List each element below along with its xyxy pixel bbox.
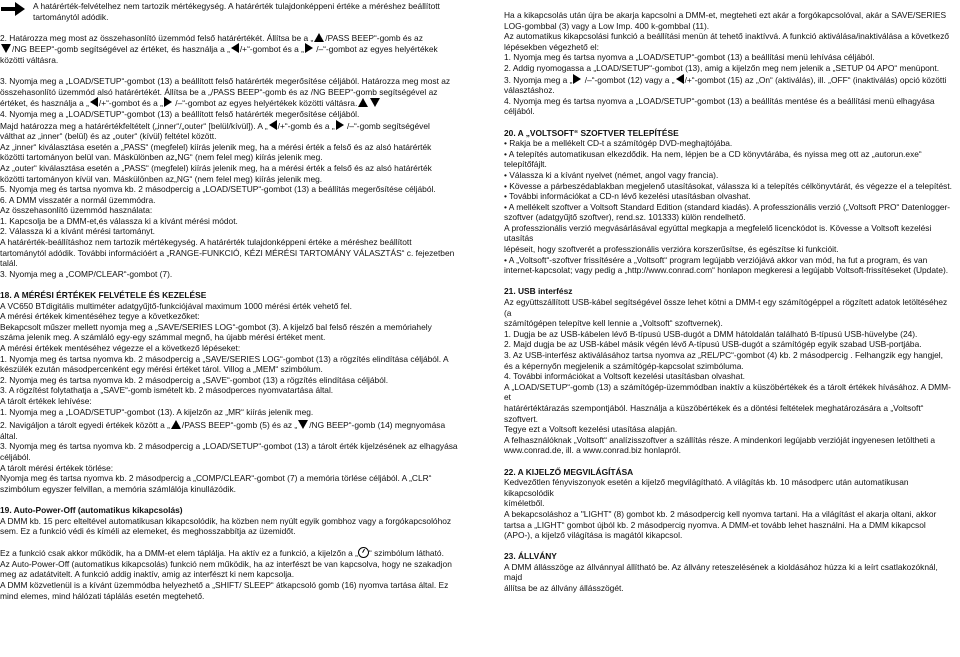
- section-heading: 18. A MÉRÉSI ÉRTÉKEK FELVÉTELE ÉS KEZELÉSE: [0, 290, 207, 301]
- text-line: közötti váltásra.: [0, 54, 59, 65]
- text-line: 4. Nyomja meg a „LOAD/SETUP“-gombot (13) a beállított felső határérték megerősítése céljából.: [0, 108, 360, 119]
- arrow-left-icon: [90, 97, 98, 107]
- text-line: telepítőfájlt.: [504, 159, 547, 170]
- text-line: 3. Az USB-interfész aktiválásához tartsa nyomva az „REL/PC“-gombot (4) kb. 2 másodpercig . Felhangzik egy hangjel,: [504, 350, 943, 360]
- text-line: A professzionális verzió megvásárlásával egyúttal megkapja a megfelelő licenckódot is. Kövesse a Voltsoft kezelési utasítás: [504, 222, 932, 244]
- text-line: 3. A rögzítést folytathatja a „SAVE“-gomb ismételt kb. 2 másodperces nyomvatartása által.: [0, 385, 334, 396]
- text-line: Kedvezőtlen fényviszonyok esetén a kijelző megvilágítható. A világítás kb. 10 másodperc után automatikusan kikapcsolódik: [504, 477, 909, 498]
- text-line: A „LOAD/SETUP“-gomb (13) a számítógép-üzemmódban inaktív a küszöbértékek és a tárolt értékek hívásához. A DMM-et: [504, 381, 951, 403]
- text-line: közötti tartományon kívül van. Máskülönben az„NG“ (nem felel meg) kiírás jelenik meg.: [0, 173, 323, 184]
- text-line: szimbólum egyszer felvillan, a memória számlálója kinullázódik.: [0, 483, 236, 494]
- text-line: www.conrad.de, ill. a www.conrad.biz honlapról.: [504, 445, 681, 456]
- text-line: 3. Nyomja meg és tartsa nyomva kb. 2 másodpercig a „LOAD/SETUP“-gombot (13) a tárolt érték kijelzésének az elhagyása céljából.: [0, 441, 458, 462]
- text-line: válthat az „inner“ (belül) és az „outer“ (kívül) feltétel között.: [0, 131, 217, 142]
- text-line: Ha a kikapcsolás után újra be akarja kapcsolni a DMM-et, megteheti ezt akár a forgókapcsolóval, akár a SAVE/SERIES: [504, 10, 947, 20]
- arrow-up-icon: [314, 33, 324, 42]
- text-line: meg az adatátvitelt. A funkció addig inaktív, amig az interfészt ki nem kapcsolja.: [0, 569, 295, 580]
- text-line: A DMM közvetlenül is a kívánt üzemmódba helyezhető a „SHIFT/ SLEEP“ átkapcsoló gomb (16) nyomva tartása által. Ez: [0, 580, 449, 591]
- text-line: A felhasználóknak „Voltsoft“ analízisszoftver a szállítás része. A mindenkori legújabb verzióját ingyenesen letöltheti a: [504, 434, 936, 445]
- text-line: 1. Dugja be az USB-kábelen lévő B-típusú USB-dugót a DMM hátoldalán található B-típusú USB-hüvelybe (24).: [504, 328, 918, 339]
- section-heading: 23. ÁLLVÁNY: [504, 551, 557, 562]
- text-line: és a képernyőn megjelenik a számítógép-kapcsolat szimbóluma.: [504, 360, 744, 371]
- text-line: 2. Válassza ki a kívánt mérési tartományt.: [0, 226, 155, 237]
- text-line: 5. Nyomja meg és tartsa nyomva kb. 2 másodpercig a „LOAD/SETUP“-gombot (13) a beállítás megerősítése céljából.: [0, 184, 436, 195]
- arrow-down-icon: [1, 44, 11, 53]
- text-line: 4. További információkat a Voltsoft kezelési utasításban olvashat.: [504, 371, 745, 382]
- text-line: céljából.: [504, 106, 535, 117]
- text-line: Az „inner“ kiválasztása esetén a „PASS“ (megfelel) kiírás jelenik meg, ha a mérési érték a felső és az alsó határérték: [0, 141, 432, 152]
- text-line: kíméletből.: [504, 498, 545, 509]
- text-line: 2. Navigáljon a tárolt egyedi értékek között a „ /PASS BEEP“-gomb (5) és az „ /NG BEEP“-gomb (14) megnyomása: [0, 420, 446, 431]
- text-line: Az együttszállított USB-kábel segítségével össze lehet kötni a DMM-t egy számítógéppel a rögzített adatok letöltéséhez (a: [504, 297, 948, 318]
- text-line: internet-kapcsolat; vagy pedig a „http://www.conrad.com“ honlapon megkeresi a legújabb Voltsoft-frissítéseket (Update).: [504, 265, 949, 276]
- text-line: 2. Addig nyomogassa a „LOAD/SETUP“-gombot (13), amig a kijelzőn meg nem jelenik a „SETUP 04 APO“ menüpont.: [504, 62, 940, 73]
- text-line: 1. Kapcsolja be a DMM-et,és válassza ki a kívánt mérési módot.: [0, 215, 238, 226]
- text-line: szoftver (adatgyűjtő szoftver), rend.sz. 101333) külön rendelhető.: [504, 212, 746, 223]
- text-line: határértéktárazás szempontjából. Használja a küszöbértékek és a döntési feltételek meghatározására a „Voltsoft“ szoftvert.: [504, 402, 924, 424]
- arrow-right-small-icon: [336, 120, 344, 130]
- text-line: • Válassza ki a kívánt nyelvet (német, angol vagy francia).: [504, 169, 719, 180]
- text-line: Bekapcsolt műszer mellett nyomja meg a „SAVE/SERIES LOG“-gombot (3). A kijelző bal felső részén a memóriahely: [0, 321, 432, 332]
- text-line: 2. Nyomja meg és tartsa nyomva kb. 2 másodpercig a „SAVE“-gombot (13) a rögzítés elindítása céljából.: [0, 374, 389, 385]
- arrow-right-small-icon: [573, 74, 581, 84]
- text-line: 2. Majd dugja be az USB-kábel másik végén lévő A-típusú USB-dugót a számítógép egyik szabad USB-portjába.: [504, 339, 922, 350]
- arrow-down-icon: [370, 98, 380, 107]
- text-line: • Kövesse a párbeszédablakban megjelenő utasításokat, válassza ki a telepítés célkönyvtárát, és végezze el a telepítést.: [504, 180, 952, 191]
- arrow-left-icon: [269, 120, 277, 130]
- text-line: (APO-), a kijelző világítása is magától kikapcsol.: [504, 530, 683, 541]
- text-line: A határérték-beállításhoz nem tartozik mértékegység. A határérték tulajdonképpeni értéke a méréshez beállított: [0, 237, 412, 248]
- arrow-right-small-icon: [305, 43, 313, 53]
- text-line: LOG-gombbal (3) vagy a Low Imp. 400 k-gombbal (11).: [504, 20, 710, 31]
- text-line: A DMM állásszöge az állvánnyal állítható be. Az állvány reteszelésének a kioldásához húzza ki a leírt csatlakozóknál, majd: [504, 561, 938, 583]
- text-line: Majd határozza meg a határértékfeltételt („inner“/„outer“ [belül/kívül]). A „ /+“-gomb és a „ /–“-gomb segítségével: [0, 120, 430, 131]
- auto-power-off-icon: [358, 547, 369, 558]
- text-line: A DMM kb. 15 perc elteltével automatikusan kikapcsolódik, ha közben nem nyúlt egyik gombhoz vagy a forgókapcsolóhoz: [0, 515, 452, 526]
- text-line: lépésekben végezhető el:: [504, 41, 599, 52]
- text-line: készülék ezután másodpercenként egy mérési értéket tárol. Villog a „MEM“ szimbólum.: [0, 364, 323, 375]
- text-line: A VC650 BTdigitális multiméter adatgyűjtő-funkciójával maximum 1000 mérési érték vehető fel.: [0, 300, 352, 311]
- section-heading: 22. A KIJELZŐ MEGVILÁGÍTÁSA: [504, 466, 634, 477]
- text-line: száma jelenik meg. A számláló egy-egy számmal megnő, ha újabb mérési értéket ment.: [0, 332, 326, 343]
- text-line: 1. Nyomja meg és tartsa nyomva kb. 2 másodpercig a „SAVE/SERIES LOG“-gombot (13) a rögzítés elindítása céljából. A: [0, 353, 449, 364]
- text-line: • Rakja be a mellékelt CD-t a számítógép DVD-meghajtójába.: [504, 138, 733, 149]
- text-line: közötti tartományon belül van. Máskülönben az„NG“ (nem felel meg) kiírás jelenik meg.: [0, 152, 323, 163]
- text-line: 3. Nyomja meg a „COMP/CLEAR“-gombot (7).: [0, 268, 173, 279]
- text-line: A bekapcsoláshoz a "LIGHT" (8) gombot kb. 2 másodpercig kell nyomva tartani. Ha a világítást el akarja oltani, akkor: [504, 508, 937, 519]
- arrow-down-icon: [298, 420, 308, 429]
- arrow-up-icon: [358, 98, 368, 107]
- text-line: A tárolt mérési értékek törlése:: [0, 462, 114, 473]
- text-line: A tárolt értékek lehívése:: [0, 395, 92, 406]
- text-line: lépéseit, hogy szoftverét a professzionális verzióra korszerűsítse, és egészítse ki funkcióit.: [504, 244, 839, 255]
- text-line: Az összehasonlító üzemmód használata:: [0, 205, 153, 216]
- text-line: választáshoz.: [504, 85, 555, 96]
- text-line: • A telepítés automatikusan elkezdődik. Ha nem, lépjen be a CD könyvtárába, és nyissa meg ott az „autorun.exe“: [504, 148, 922, 159]
- text-line: számítógépen telepítve kell lennie a „Voltsoft“ szoftvernek).: [504, 318, 723, 329]
- text-line: Tegye ezt a Voltsoft kezelési utasítása alapján.: [504, 424, 678, 435]
- text-line: tartománytól adódik.: [33, 11, 109, 22]
- section-heading: 20. A „VOLTSOFT“ SZOFTVER TELEPÍTÉSE: [504, 127, 679, 138]
- section-heading: 19. Auto-Power-Off (automatikus kikapcsolás): [0, 504, 183, 515]
- text-line: A mérési értékek kimentéséhez tegye a következőket:: [0, 311, 200, 322]
- text-line: 1. Nyomja meg és tartsa nyomva a „LOAD/SETUP“-gombot (13) a beállítási menü lehívása céljából.: [504, 52, 875, 63]
- text-line: tartsa a „LIGHT“ gombot újból kb. 2 másodpercig nyomva. A DMM-et tovább lehet használni. Ha a DMM kikapcsol: [504, 519, 926, 530]
- text-line: /NG BEEP“-gomb segítségével az értéket, és használja a „ /+“-gombot és a „ /–“-gombot az egyes helyértékek: [0, 43, 472, 55]
- text-line: összehasonlító üzemmód alsó határértékét. Állítsa be a „/PASS BEEP“-gomb és az /NG BEEP“-gomb segítségével az: [0, 86, 438, 97]
- right-column: [504, 10, 956, 594]
- arrow-left-icon: [676, 74, 684, 84]
- text-line: Nyomja meg és tartsa nyomva kb. 2 másodpercig a „COMP/CLEAR“-gombot (7) a memória törlése céljából. A „CLR“: [0, 473, 432, 484]
- section-heading: 21. USB interfész: [504, 286, 573, 297]
- text-line: • A „Voltsoft“-szoftver frissítésére a „Voltsoft“ program legújabb verziójává akkor van mód, ha fut a program, és van: [504, 254, 928, 265]
- arrow-up-icon: [171, 420, 181, 429]
- text-line: állítsa be az állvány állásszögét.: [504, 583, 624, 594]
- arrow-right-small-icon: [164, 97, 172, 107]
- text-line: 1. Nyomja meg a „LOAD/SETUP“-gombot (13). A kijelzőn az „MR“ kiírás jelenik meg.: [0, 406, 314, 417]
- text-line: A mérési értékek mentéséhez végezze el a következő lépéseket:: [0, 343, 241, 353]
- text-line: 6. A DMM visszatér a normál üzemmódra.: [0, 194, 156, 205]
- arrow-left-icon: [231, 43, 239, 53]
- text-line: értéket, és használja a „ /+“-gombot és a „ /–“-gombot az egyes helyértékek közötti váltásra.: [0, 97, 472, 109]
- text-line: A határérték-felvételhez nem tartozik mértékegység. A határérték tulajdonképpeni értéke a méréshez beállított: [33, 1, 440, 11]
- text-line: sem. Ez a funkció védi és kíméli az elemeket, és meghosszabbítja az üzemidőt.: [0, 526, 296, 537]
- text-line: 2. Határozza meg most az összehasonlító üzemmód felső határértékét. Állítsa be a „ /PASS BEEP“-gomb és az: [0, 32, 423, 43]
- text-line: mind elemes, mind hálózati táplálás esetén megtehető.: [0, 590, 205, 601]
- text-line: 3. Nyomja meg a „ /–“-gombot (12) vagy a „ /+“-gombot (15) az „On“ (aktiválás), ill. „OFF“ (inaktiválás) opció közötti: [504, 74, 947, 85]
- text-line: által.: [0, 430, 18, 441]
- text-line: talál.: [0, 258, 18, 269]
- text-line: • A mellékelt szoftver a Voltsoft Standard Edition (standard kiadás). A professzionális verzió („Voltsoft PRO“ Datenlogger-: [504, 201, 951, 212]
- text-line: Ez a funkció csak akkor működik, ha a DMM-et elem táplálja. Ha aktív ez a funkció, a kijelzőn a „ “ szimbólum látható.: [0, 548, 444, 559]
- text-line: 4. Nyomja meg és tartsa nyomva a „LOAD/SETUP“-gombot (13) a beállítás mentése és a beállítási menü elhagyása: [504, 95, 935, 106]
- text-line: Az automatikus kikapcsolási funkció a beállítási menün át tehető inaktívvá. A funkció aktiválása/inaktiválása a következő: [504, 31, 950, 42]
- text-line: Az Auto-Power-Off (automatikus kikapcsolás) funkció nem működik, ha az interfészt be van kapcsolva, hogy ne szakadjon: [0, 558, 452, 569]
- left-column: [0, 1, 472, 601]
- text-line: • További információkat a CD-n lévő kezelési utasításban olvashat.: [504, 191, 751, 202]
- text-line: tartománytól adódik. További információért a „RANGE-FUNKCIÓ, KÉZI MÉRÉSI TARTOMÁNY VÁLASZTÁS“ c. fejezetben: [0, 247, 455, 258]
- text-line: 3. Nyomja meg a „LOAD/SETUP“-gombot (13) a beállított felső határérték megerősítése céljából. Határozza meg most az: [0, 76, 451, 87]
- text-line: Az „outer“ kiválasztása esetén a „PASS“ (megfelel) kiírás jelenik meg, ha a mérési érték a felső és az alsó határérték: [0, 162, 432, 173]
